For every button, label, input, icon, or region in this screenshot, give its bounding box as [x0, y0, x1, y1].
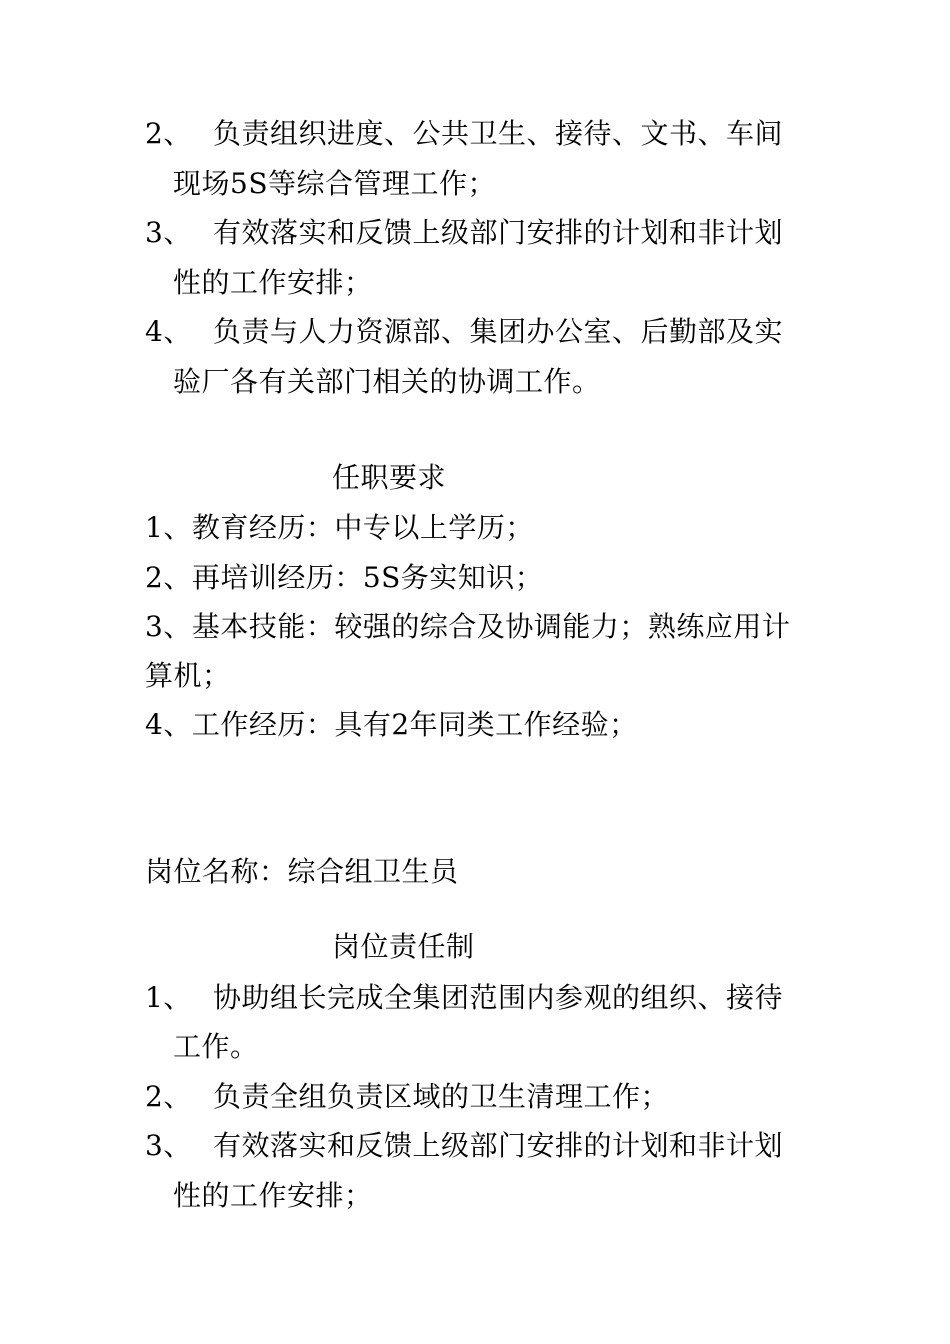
- requirement-item: 1、教育经历：中专以上学历；: [145, 511, 534, 544]
- requirement-item: 3、基本技能：较强的综合及协调能力；熟练应用计: [145, 610, 791, 643]
- list-item: [145, 117, 783, 151]
- requirement-item: 2、再培训经历：5S务实知识；: [145, 561, 544, 594]
- item-number: 3、: [145, 216, 192, 249]
- item-text: 有效落实和反馈上级部门安排的计划和非计划: [213, 216, 784, 249]
- item-number: 2、: [145, 117, 192, 150]
- list-item: [145, 981, 783, 1015]
- item-text: 负责全组负责区域的卫生清理工作；: [213, 1080, 670, 1113]
- item-number: 1、: [145, 981, 192, 1014]
- requirement-item: 算机；: [145, 659, 231, 692]
- item-continuation: 现场5S等综合管理工作；: [173, 167, 496, 200]
- item-number: 2、: [145, 1080, 192, 1113]
- requirement-item: 4、工作经历：具有2年同类工作经验；: [145, 708, 638, 741]
- list-item: [145, 1080, 669, 1114]
- item-number: 4、: [145, 315, 192, 348]
- item-text: 协助组长完成全集团范围内参观的组织、接待: [213, 981, 784, 1014]
- item-text: 负责与人力资源部、集团办公室、后勤部及实: [213, 315, 784, 348]
- requirements-title: 任职要求: [332, 461, 447, 494]
- position-name: 岗位名称：综合组卫生员: [145, 855, 459, 888]
- item-continuation: 验厂各有关部门相关的协调工作。: [173, 365, 601, 398]
- list-item: [145, 216, 783, 250]
- item-continuation: 性的工作安排；: [173, 1179, 373, 1212]
- list-item: [145, 315, 783, 349]
- responsibility-title: 岗位责任制: [332, 930, 475, 963]
- list-item: [145, 1129, 783, 1163]
- item-continuation: 性的工作安排；: [173, 266, 373, 299]
- item-number: 3、: [145, 1129, 192, 1162]
- item-continuation: 工作。: [173, 1030, 259, 1063]
- item-text: 负责组织进度、公共卫生、接待、文书、车间: [213, 117, 784, 150]
- item-text: 有效落实和反馈上级部门安排的计划和非计划: [213, 1129, 784, 1162]
